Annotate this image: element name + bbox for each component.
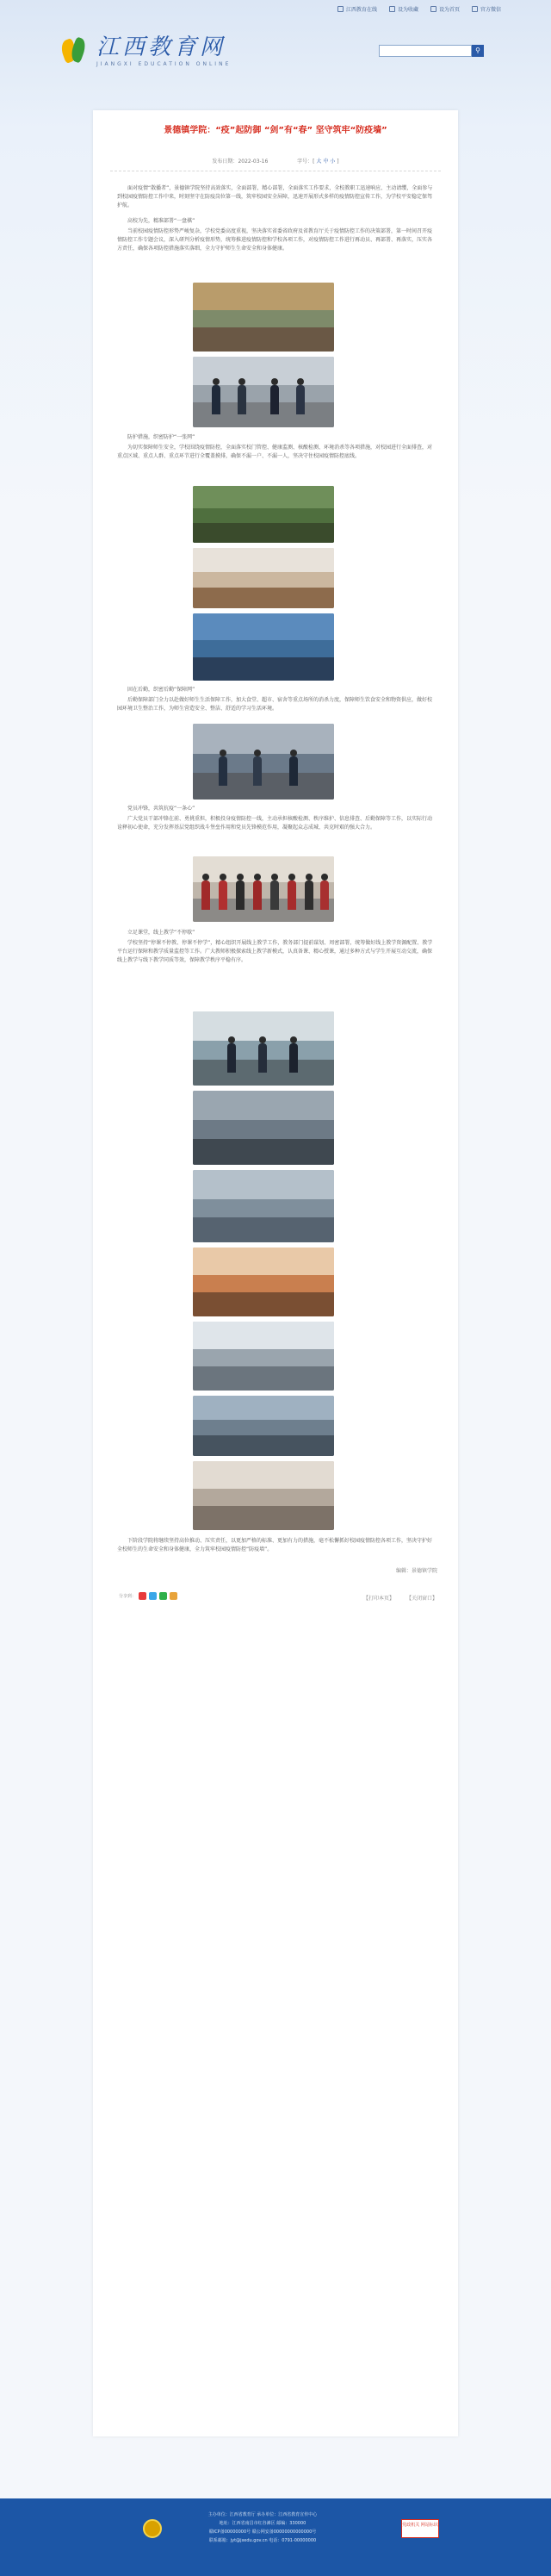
font-size-large[interactable]: 大 [316, 159, 322, 165]
top-link-homepage[interactable]: 设为首页 [430, 5, 460, 13]
paragraph-intro: 面对疫情“散播者”，景德镇学院坚持高效落实，全面部署，精心部署，全面落实工作要求，全校教职工迅速响应、主动请缨，全面参与到校园疫情防控工作中来，时刻坚守在防疫岗位第一线，筑牢校园安全屏障，迅速开展形式多样的疫情防控宣传工作，为学校平安稳定保驾护航。 [117, 185, 433, 208]
logo-title: 江西教育网 [96, 34, 226, 60]
site-header [0, 26, 551, 86]
photo-swab-test [193, 548, 334, 608]
article-meta: 发布日期：2022-03-16 字号：[ 大 中 小 ] [212, 159, 339, 165]
more-share-icon[interactable] [170, 1592, 177, 1600]
section-heading-4: 党员冲锋，共筑抗疫“一条心” [127, 806, 195, 812]
photo-inspection-visit [193, 1011, 334, 1086]
print-link[interactable]: 【打印本页】 [362, 1596, 394, 1602]
site-logo[interactable] [59, 34, 231, 67]
article-editor: 编辑：景德镇学院 [395, 1568, 437, 1574]
font-size-small[interactable]: 小 [330, 159, 336, 165]
logo-icon [59, 34, 91, 67]
photo-testing-outdoor [193, 486, 334, 543]
photo-dorm-check [193, 1396, 334, 1456]
publish-label: 发布日期： [212, 159, 238, 165]
article-title: 景德镇学院：“疫”起防御 “剑”有“春” 坚守筑牢“防疫墙” [164, 126, 387, 135]
section-heading-2: 防护措施，织密防护“一张网” [127, 434, 195, 440]
paragraph-5: 学校坚持“停课不停教、停课不停学”，精心组织开展线上教学工作，教务部门提前谋划、周密部署，统筹做好线上教学资源配置、教学平台运行保障和教学质量监控等工作。广大教师积极探索线上教学新模式，认真备课、精心授课，通过多种方式与学生开展互动交流，确保线上教学与线下教学同质等效，保障教学秩序平稳有序。 [117, 940, 433, 963]
search-input[interactable] [379, 45, 472, 57]
close-window-link[interactable]: 【关闭窗口】 [406, 1596, 437, 1602]
wechat-icon [472, 6, 478, 12]
font-size-medium[interactable]: 中 [323, 159, 329, 165]
section-heading-5: 立足课堂，线上教学“不停歇” [127, 930, 195, 936]
gov-site-badge[interactable]: 党政机关 网站标识 [401, 2519, 439, 2538]
bookmark-icon [430, 6, 436, 12]
photo-classroom [193, 1461, 334, 1530]
site-footer [0, 2498, 551, 2576]
article-panel [93, 110, 458, 2436]
photo-tent-area [193, 613, 334, 681]
photo-student-study [193, 1248, 334, 1316]
paragraph-2: 为切实保障师生安全，学校围绕疫情防控，全面落实校门管控、健康监测、核酸检测、环境消杀等各项措施，对校园进行全面排查，对重点区域、重点人群、重点环节进行全覆盖摸排，确保不漏一户、不漏一人，坚决守住校园疫情防控底线。 [117, 445, 433, 459]
top-link-favorite[interactable]: 设为收藏 [389, 5, 418, 13]
share-bar [117, 1592, 177, 1600]
logo-subtitle: JIANGXI EDUCATION ONLINE [96, 60, 232, 67]
photo-inspection-gate [193, 357, 334, 427]
photo-meeting-room [193, 283, 334, 352]
paragraph-1: 当前校园疫情防控形势严峻复杂，学校党委高度重视，坚决落实省委省政府及省教育厅关于疫情防控工作的决策部署，第一时间召开疫情防控工作专题会议，深入研判分析疫情形势，统筹推进疫情防控和学校各项工作，对疫情防控工作进行再动员、再部署、再落实，压实各方责任，确保各项防控措施落实落细，全力守护师生生命安全和身体健康。 [117, 228, 433, 252]
top-link-home[interactable]: 江西教育在线 [337, 5, 377, 13]
photo-computer-lab [193, 1322, 334, 1391]
bottom-links [363, 1594, 437, 1602]
search-icon[interactable]: ⚲ [472, 45, 484, 57]
share-label: 分享到： [119, 1594, 137, 1599]
top-link-wechat[interactable]: 官方微信 [472, 5, 501, 13]
qzone-icon[interactable] [149, 1592, 157, 1600]
top-links [337, 5, 501, 13]
publish-date: 2022-03-16 [238, 159, 269, 165]
search-box [379, 45, 484, 57]
photo-online-class [193, 1091, 334, 1165]
font-size-label: 字号：[ [297, 159, 315, 165]
photo-party-volunteers [193, 856, 334, 922]
wechat-share-icon[interactable] [159, 1592, 167, 1600]
photo-hallway [193, 1170, 334, 1242]
photo-canteen [193, 724, 334, 800]
section-heading-3: 固在后勤，织密后勤“保障网” [127, 687, 195, 693]
footer-text: 主办单位：江西省教育厅 承办单位：江西省教育宣传中心 地址：江西省南昌市红谷滩区 邮编：330000 赣ICP备00000000号 赣公网安备00000000000000号 联系邮箱：jyt@jxedu.gov.cn 电话：0791-00000000 [207, 2512, 318, 2543]
paragraph-3: 后勤保障部门全力以赴做好师生生活保障工作，加大食堂、超市、宿舍等重点场所的消杀力度，保障师生饮食安全和物资供应，做好校园环境卫生整治工作，为师生营造安全、整洁、舒适的学习生活环境。 [117, 697, 433, 712]
section-heading-1: 高校为先，精准部署“一盘棋” [127, 218, 195, 224]
star-icon [389, 6, 395, 12]
weibo-icon[interactable] [139, 1592, 146, 1600]
home-icon [337, 6, 344, 12]
paragraph-4: 广大党员干部冲锋在前、勇挑重担，积极投身疫情防控一线，主动承担核酸检测、秩序维护、信息排查、后勤保障等工作，以实际行动诠释初心使命，充分发挥基层党组织战斗堡垒作用和党员先锋模范作用，凝聚起众志成城、共克时艰的强大合力。 [117, 816, 433, 831]
paragraph-conclusion: 下阶段学院将继续坚持高位推动、压实责任，以更加严格的标准、更加有力的措施，毫不松懈抓好校园疫情防控各项工作，坚决守护好全校师生的生命安全和身体健康，全力筑牢校园疫情防控“防疫墙”。 [117, 1538, 433, 1552]
top-bar [0, 0, 551, 19]
